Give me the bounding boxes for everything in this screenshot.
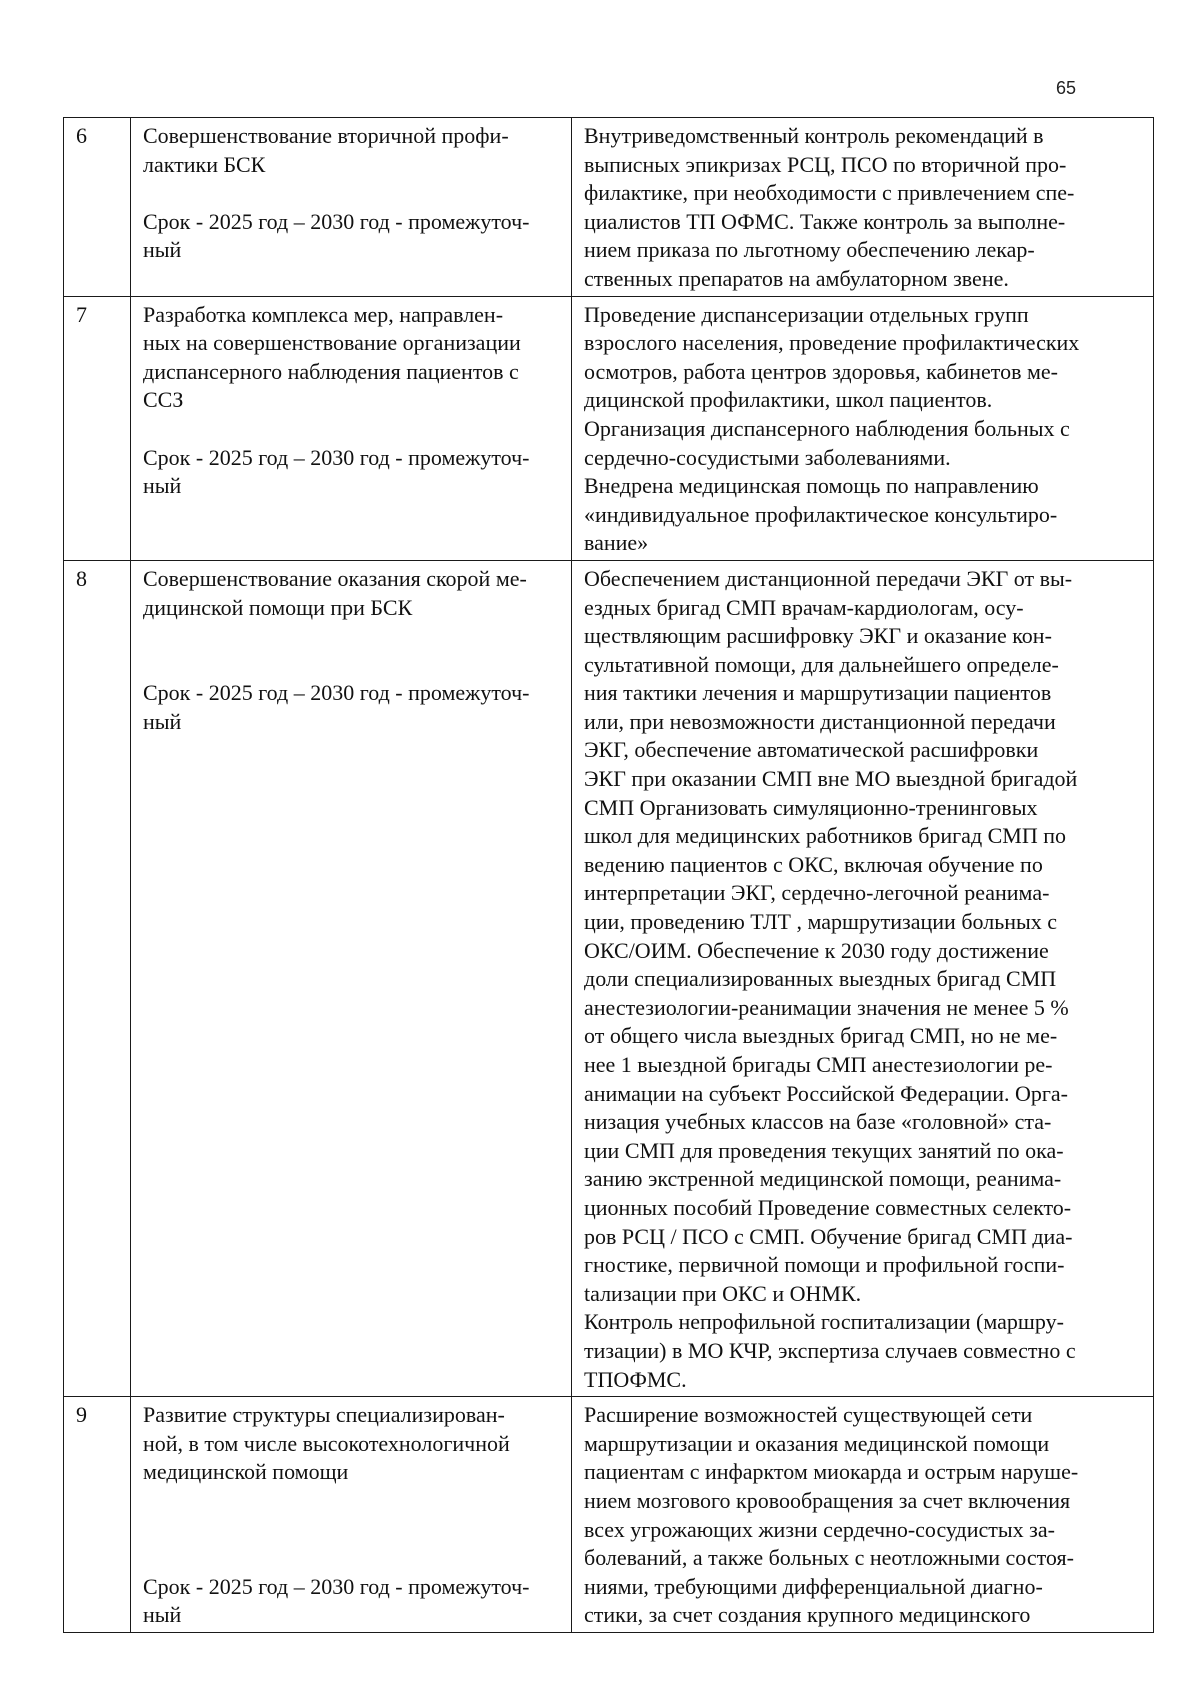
task-title: Совершенствование вторичной профи- лактики БСК bbox=[143, 123, 509, 177]
table-row bbox=[64, 118, 1154, 297]
row-number: 6 bbox=[64, 118, 131, 297]
description-cell bbox=[572, 560, 1154, 1396]
task-title: Разработка комплекса мер, направлен- ных на совершенствование организации диспансерного наблюдения пациентов с ССЗ bbox=[143, 301, 521, 413]
table-row bbox=[64, 560, 1154, 1396]
row-number: 7 bbox=[64, 296, 131, 560]
task-cell bbox=[131, 118, 572, 297]
task-term: Срок - 2025 год – 2030 год - промежуточ- ный bbox=[143, 444, 530, 499]
description-text: Обеспечением дистанционной передачи ЭКГ от вы- ездных бригад СМП врачам-кардиологам, осу- ществляющим расшифровку ЭКГ и оказание кон- сультативной помощи, для дальнейшего определе- ния тактики лечения и маршрутизации пациентов или, при невозможности дистанционной передачи ЭКГ, обеспечение автоматической расшифровки ЭКГ при оказании СМП вне МО выездной бригадой СМП Организовать симуляционно-тренинговых школ для медицинских работников бригад СМП по ведению пациентов с ОКС, включая обучение по интерпретации ЭКГ, сердечно-легочной реанима- ции, проведению ТЛТ , маршрутизации больных с ОКС/ОИМ. Обеспечение к 2030 году достижение доли специализированных выездных бригад СМП анестезиологии-реанимации значения не менее 5 % от общего числа выездных бригад СМП, но не ме- нее 1 выездной бригады СМП анестезиологии ре- анимации на субъект Российской Федерации. Орга- низация учебных классов на базе «головной» ста- ции СМП для проведения текущих занятий по ока- занию экстренной медицинской помощи, реанима- ционных пособий Проведение совместных селекто- ров РСЦ / ПСО с СМП. Обучение бригад СМП диа- гностике, первичной помощи и профильной госпи- tализации при ОКС и ОНМК. Контроль непрофильной госпитализации (маршру- тизации) в МО КЧР, экспертиза случаев совместно с ТПОФМС. bbox=[584, 565, 1078, 1392]
task-title: Совершенствование оказания скорой ме- дицинской помощи при БСК bbox=[143, 565, 527, 620]
row-number: 8 bbox=[64, 560, 131, 1396]
task-term: Срок - 2025 год – 2030 год - промежуточ- ный bbox=[143, 680, 530, 734]
task-cell bbox=[131, 1397, 572, 1633]
description-text: Внутриведомственный контроль рекомендаций в выписных эпикризах РСЦ, ПСО по вторичной про- филактике, при необходимости с привлечением спе- циалистов ТП ОФМС. Также контроль за выполне- нием приказа по льготному обеспечению лекар- ственных препаратов на амбулаторном звене. bbox=[584, 123, 1075, 291]
task-cell bbox=[131, 560, 572, 1396]
task-title: Развитие структуры специализирован- ной, в том числе высокотехнологичной медицинской помощи bbox=[143, 1402, 510, 1485]
table-row bbox=[64, 296, 1154, 560]
task-term: Срок - 2025 год – 2030 год - промежуточ- ный bbox=[143, 208, 530, 263]
page-number: 65 bbox=[1056, 78, 1077, 98]
task-cell bbox=[131, 296, 572, 560]
description-cell bbox=[572, 1397, 1154, 1633]
table-row bbox=[64, 1397, 1154, 1633]
description-text: Расширение возможностей существующей сети маршрутизации и оказания медицинской помощи пациентам с инфарктом миокарда и острым наруше- нием мозгового кровообращения за счет включения всех угрожающих жизни сердечно-сосудистых за- болеваний, а также больных с неотложными состоя- ниями, требующими дифференциальной диагно- стики, за счет создания крупного медицинского bbox=[584, 1402, 1079, 1628]
description-cell bbox=[572, 118, 1154, 297]
description-cell bbox=[572, 296, 1154, 560]
task-term: Срок - 2025 год – 2030 год - промежуточ- ный bbox=[143, 1573, 530, 1628]
row-number: 9 bbox=[64, 1397, 131, 1633]
description-text: Проведение диспансеризации отдельных групп взрослого населения, проведение профилактических осмотров, работа центров здоровья, кабинетов ме- дицинской профилактики, школ пациентов. Организация диспансерного наблюдения больных с сердечно-сосудистыми заболеваниями. Внедрена медицинская помощь по направлению «индивидуальное профилактическое консультиро- вание» bbox=[584, 301, 1080, 556]
measures-table bbox=[63, 117, 1154, 1633]
